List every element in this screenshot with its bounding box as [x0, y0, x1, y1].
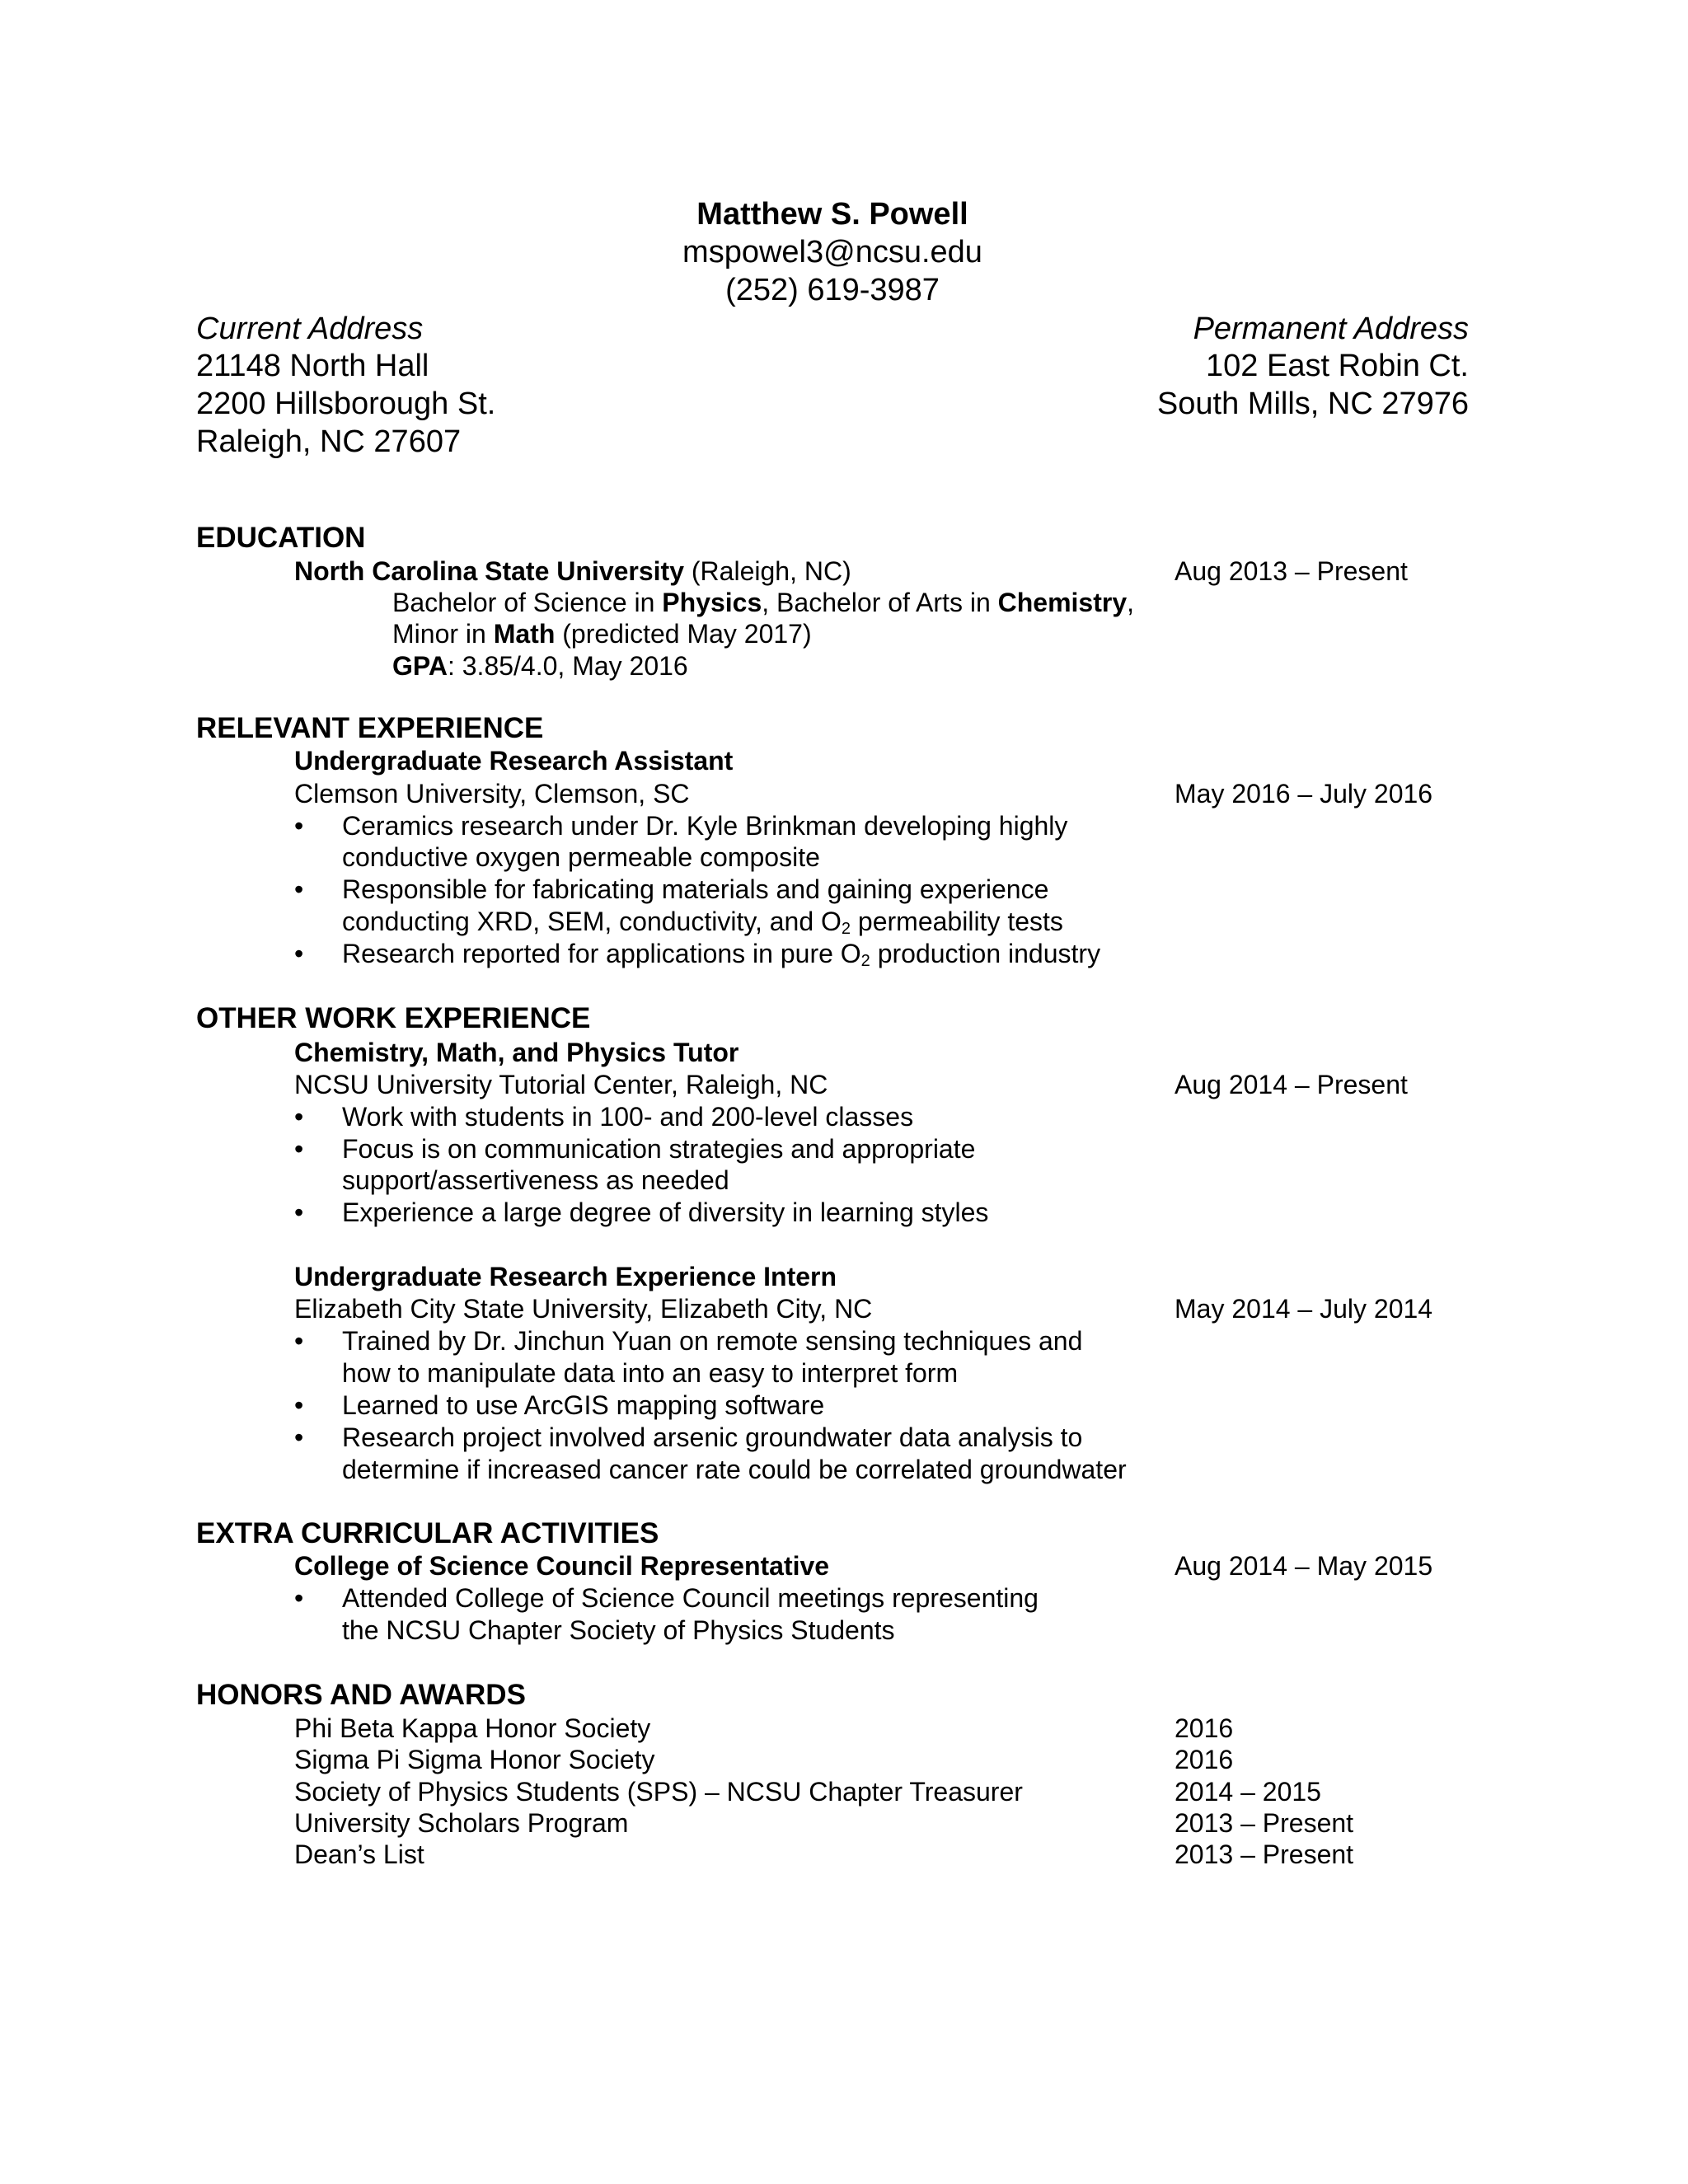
- bullet-text-part: Research reported for applications in pure O: [342, 939, 861, 968]
- education-heading: EDUCATION: [196, 522, 366, 554]
- honor-name: Phi Beta Kappa Honor Society: [294, 1713, 651, 1743]
- bullet-text: how to manipulate data into an easy to interpret form: [342, 1358, 959, 1388]
- bullet-icon: •: [294, 1390, 304, 1420]
- bullet-text: Attended College of Science Council meetings representing: [342, 1583, 1039, 1613]
- degree-physics: Physics: [662, 588, 762, 617]
- current-address-label: Current Address: [196, 312, 424, 346]
- subscript: 2: [841, 920, 851, 938]
- bullet-icon: •: [294, 1134, 304, 1164]
- job-title-text: Undergraduate Research Assistant: [294, 746, 734, 776]
- permanent-address-line2: South Mills, NC 27976: [1156, 387, 1469, 421]
- job-org: NCSU University Tutorial Center, Raleigh, NC: [294, 1070, 828, 1099]
- bullet-text: the NCSU Chapter Society of Physics Students: [342, 1615, 895, 1645]
- bullet-text: [342, 907, 1063, 938]
- activity-title: [294, 1553, 829, 1579]
- honor-date: 2016: [1175, 1713, 1234, 1743]
- subscript: 2: [860, 952, 870, 970]
- job-title: [294, 1039, 738, 1066]
- honor-name: Sigma Pi Sigma Honor Society: [294, 1745, 655, 1774]
- job-date: Aug 2014 – Present: [1175, 1070, 1408, 1099]
- bullet-text-part: permeability tests: [851, 907, 1063, 936]
- job-title: [294, 748, 733, 774]
- email: mspowel3@ncsu.edu: [682, 235, 982, 269]
- bullet-text: Work with students in 100- and 200-level classes: [342, 1102, 914, 1132]
- current-address-line1: 21148 North Hall: [196, 349, 429, 383]
- bullet-icon: •: [294, 1197, 304, 1227]
- bullet-text: support/assertiveness as needed: [342, 1165, 729, 1195]
- degree-chemistry: Chemistry: [997, 588, 1128, 617]
- permanent-address-label: Permanent Address: [1193, 312, 1469, 346]
- honor-name: Dean’s List: [294, 1840, 424, 1869]
- minor-text: (predicted May 2017): [555, 619, 812, 649]
- bullet-text: conductive oxygen permeable composite: [342, 842, 820, 872]
- bullet-text: Ceramics research under Dr. Kyle Brinkman developing highly: [342, 811, 1068, 841]
- bullet-text: Trained by Dr. Jinchun Yuan on remote sensing techniques and: [342, 1326, 1083, 1356]
- phone: (252) 619-3987: [725, 273, 940, 307]
- bullet-icon: •: [294, 1422, 304, 1452]
- job-org: Clemson University, Clemson, SC: [294, 779, 690, 808]
- minor-text: Minor in: [392, 619, 494, 649]
- bullet-icon: •: [294, 1326, 304, 1356]
- education-date: Aug 2013 – Present: [1175, 556, 1408, 586]
- bullet-text: Experience a large degree of diversity in learning styles: [342, 1197, 989, 1227]
- honors-heading: HONORS AND AWARDS: [196, 1679, 526, 1711]
- bullet-icon: •: [294, 939, 304, 968]
- honor-date: 2016: [1175, 1745, 1234, 1774]
- bullet-text: [342, 939, 1101, 970]
- honor-name: Society of Physics Students (SPS) – NCSU Chapter Treasurer: [294, 1777, 1023, 1807]
- degree-text: , Bachelor of Arts in: [762, 588, 998, 617]
- education-gpa: [392, 653, 688, 679]
- bullet-text: Responsible for fabricating materials and gaining experience: [342, 874, 1049, 904]
- honor-date: 2013 – Present: [1175, 1808, 1354, 1838]
- degree-text: Bachelor of Science in: [392, 588, 663, 617]
- bullet-text: Research project involved arsenic groundwater data analysis to: [342, 1422, 1083, 1452]
- activity-date: Aug 2014 – May 2015: [1175, 1551, 1433, 1581]
- school-location: (Raleigh, NC): [684, 556, 851, 586]
- current-address-line2: 2200 Hillsborough St.: [196, 387, 496, 421]
- job-date: May 2016 – July 2016: [1175, 779, 1433, 808]
- gpa-label: GPA: [392, 651, 448, 681]
- job-org: Elizabeth City State University, Elizabeth City, NC: [294, 1294, 873, 1324]
- bullet-text: Focus is on communication strategies and appropriate: [342, 1134, 976, 1164]
- bullet-icon: •: [294, 1102, 304, 1132]
- bullet-text-part: production industry: [870, 939, 1101, 968]
- honor-date: 2014 – 2015: [1175, 1777, 1321, 1807]
- honor-name: University Scholars Program: [294, 1808, 629, 1838]
- other-work-heading: OTHER WORK EXPERIENCE: [196, 1002, 591, 1034]
- bullet-icon: •: [294, 874, 304, 904]
- job-title-text: Chemistry, Math, and Physics Tutor: [294, 1038, 739, 1067]
- extracurricular-heading: EXTRA CURRICULAR ACTIVITIES: [196, 1517, 659, 1549]
- relevant-experience-heading: RELEVANT EXPERIENCE: [196, 712, 544, 744]
- bullet-text: determine if increased cancer rate could be correlated groundwater: [342, 1455, 1127, 1484]
- candidate-name: Matthew S. Powell: [696, 197, 968, 232]
- education-degree: [392, 589, 1134, 616]
- permanent-address-line1: 102 East Robin Ct.: [1206, 349, 1469, 383]
- minor-math: Math: [493, 619, 556, 649]
- activity-title-text: College of Science Council Representative: [294, 1551, 830, 1581]
- education-minor: [392, 621, 812, 647]
- gpa-value: : 3.85/4.0, May 2016: [447, 651, 688, 681]
- job-title-text: Undergraduate Research Experience Intern: [294, 1262, 837, 1291]
- job-date: May 2014 – July 2014: [1175, 1294, 1433, 1324]
- bullet-text: Learned to use ArcGIS mapping software: [342, 1390, 825, 1420]
- bullet-icon: •: [294, 1583, 304, 1613]
- job-title: [294, 1263, 837, 1290]
- current-address-line3: Raleigh, NC 27607: [196, 424, 462, 459]
- bullet-text-part: conducting XRD, SEM, conductivity, and O: [342, 907, 842, 936]
- school-name: North Carolina State University: [294, 556, 684, 586]
- bullet-icon: •: [294, 811, 304, 841]
- honor-date: 2013 – Present: [1175, 1840, 1354, 1869]
- degree-text: ,: [1127, 588, 1135, 617]
- education-school-line: [294, 558, 851, 584]
